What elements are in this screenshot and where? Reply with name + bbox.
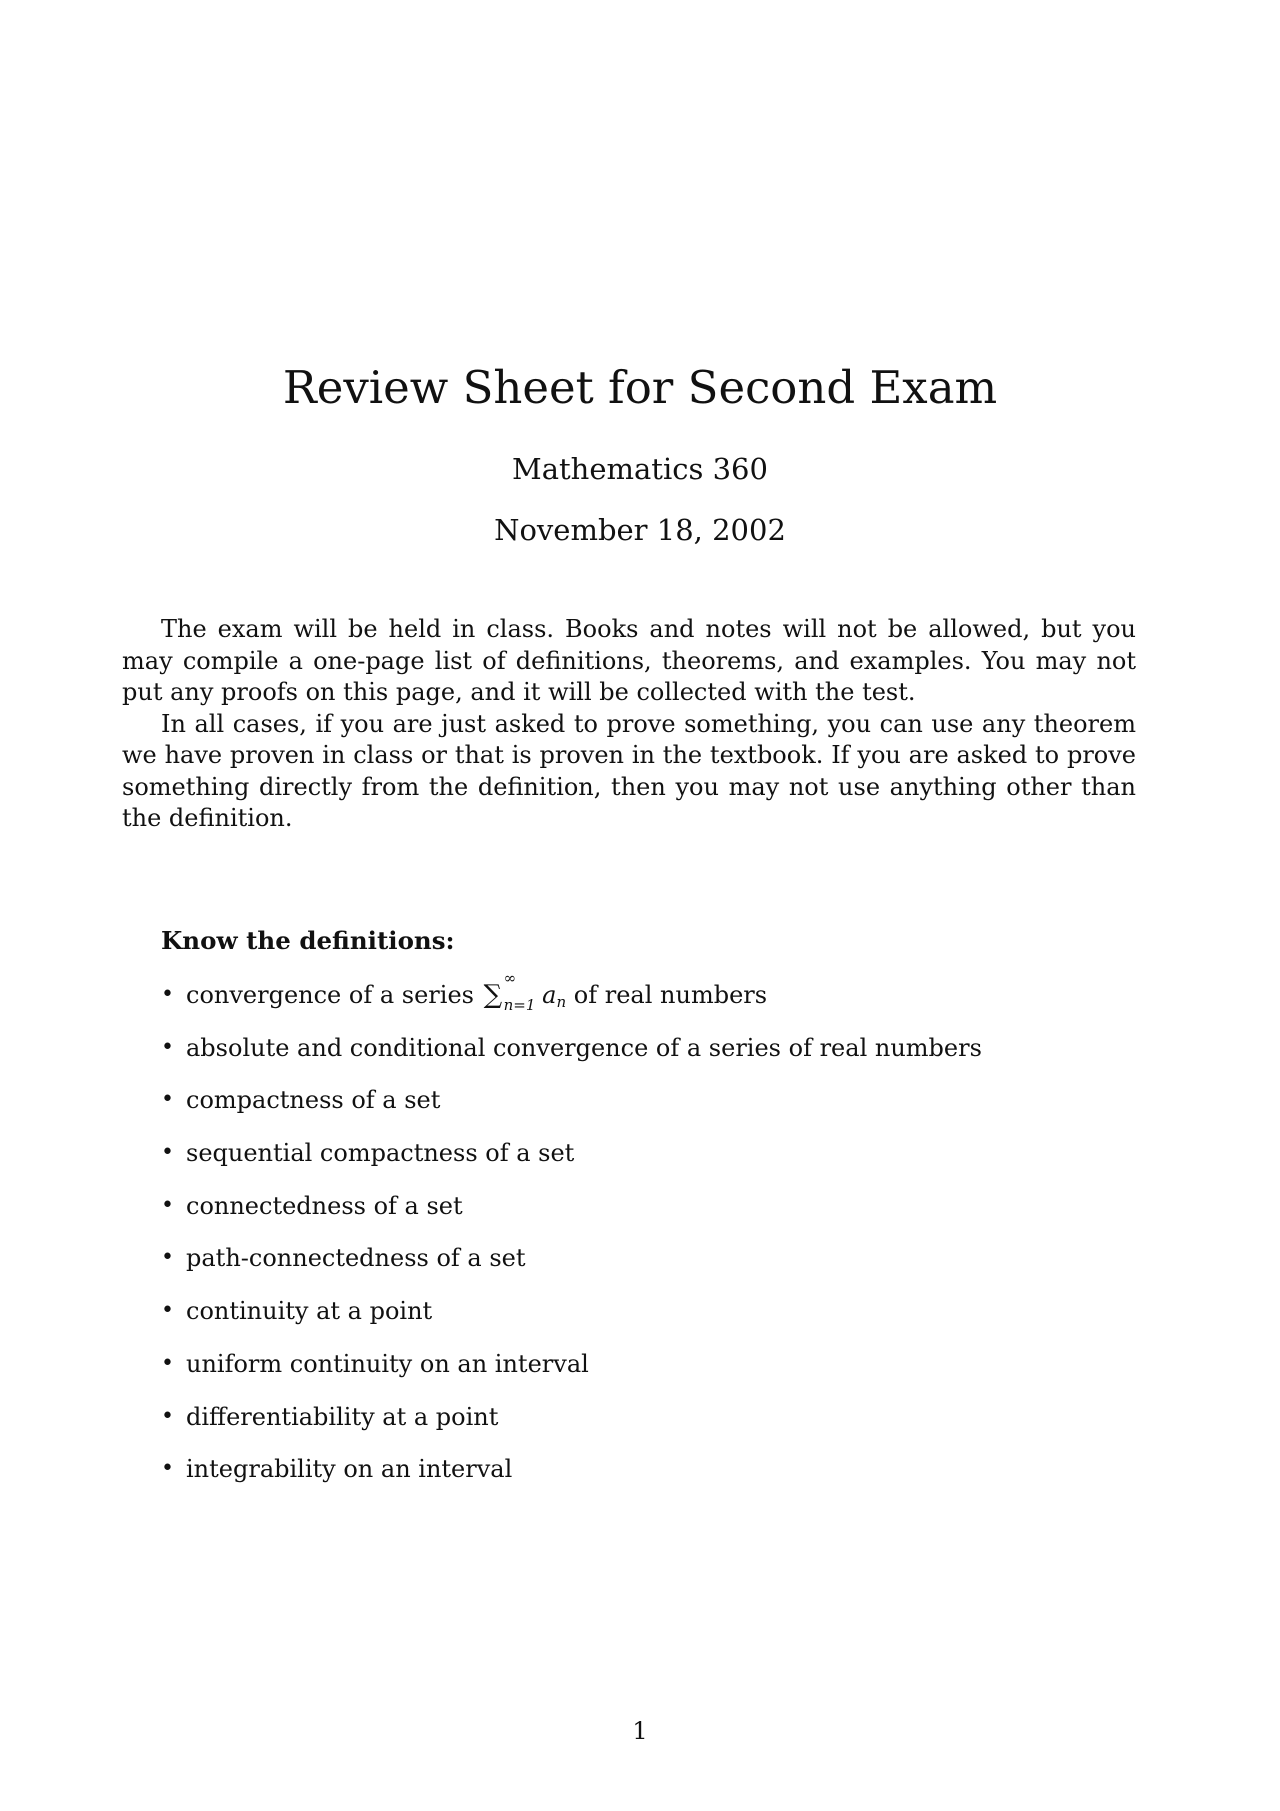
list-item — [161, 1138, 1121, 1191]
bullet-icon: • — [161, 1456, 174, 1482]
list-item — [161, 1454, 1121, 1507]
definitions-list — [161, 969, 1121, 1507]
sum-lower-limit: n=1 — [503, 996, 536, 1014]
list-item — [161, 1191, 1121, 1244]
document-date: November 18, 2002 — [494, 513, 786, 547]
bullet-icon: • — [161, 1034, 174, 1060]
list-item-label: uniform continuity on an interval — [186, 1349, 589, 1378]
list-item — [161, 969, 1121, 1033]
term-subscript: n — [556, 993, 567, 1011]
bullet-icon: • — [161, 1087, 174, 1113]
bullet-icon: • — [161, 1403, 174, 1429]
list-item-label: differentiability at a point — [186, 1402, 499, 1431]
definitions-heading: Know the definitions: — [161, 926, 455, 955]
intro-text — [122, 614, 1136, 835]
intro-paragraph: In all cases, if you are just asked to prove something, you can use any theorem we have proven in class or that is proven in the textbook. If you are asked to prove something directly from the definition, then you may not use anything other than the definition. — [122, 709, 1136, 832]
term-base: a — [542, 981, 557, 1009]
page-number: 1 — [632, 1717, 648, 1745]
list-item-label: sequential compactness of a set — [186, 1139, 575, 1168]
list-item — [161, 1402, 1121, 1455]
list-item-label: path-connectedness of a set — [186, 1244, 526, 1273]
course-name: Mathematics 360 — [512, 452, 768, 486]
list-item-label: absolute and conditional convergence of a series of real numbers — [186, 1033, 982, 1062]
list-item — [161, 1033, 1121, 1086]
bullet-icon: • — [161, 1298, 174, 1324]
list-item-label: continuity at a point — [186, 1297, 433, 1326]
list-item — [161, 1296, 1121, 1349]
bullet-icon: • — [161, 1245, 174, 1271]
page-title: Review Sheet for Second Exam — [282, 361, 998, 414]
bullet-icon: • — [161, 982, 174, 1007]
intro-paragraph: The exam will be held in class. Books and notes will not be allowed, but you may compile a one-page list of definitions, theorems, and examples. You may not put any proofs on this page, and it will be collected with the test. — [122, 615, 1136, 706]
series-term — [542, 981, 566, 1009]
list-item — [161, 1243, 1121, 1296]
summation-formula — [483, 969, 543, 1014]
bullet-icon: • — [161, 1140, 174, 1166]
list-item-label: connectedness of a set — [186, 1191, 463, 1220]
sum-upper-limit: ∞ — [503, 969, 517, 987]
bullet-icon: • — [161, 1192, 174, 1218]
list-item-label: compactness of a set — [186, 1086, 441, 1115]
series-prefix: convergence of a series — [186, 981, 474, 1009]
series-suffix: of real numbers — [573, 981, 768, 1009]
list-item-label: integrability on an interval — [186, 1455, 513, 1484]
bullet-icon: • — [161, 1350, 174, 1376]
list-item — [161, 1349, 1121, 1402]
list-item — [161, 1085, 1121, 1138]
sum-symbol: ∑ — [483, 980, 503, 1010]
